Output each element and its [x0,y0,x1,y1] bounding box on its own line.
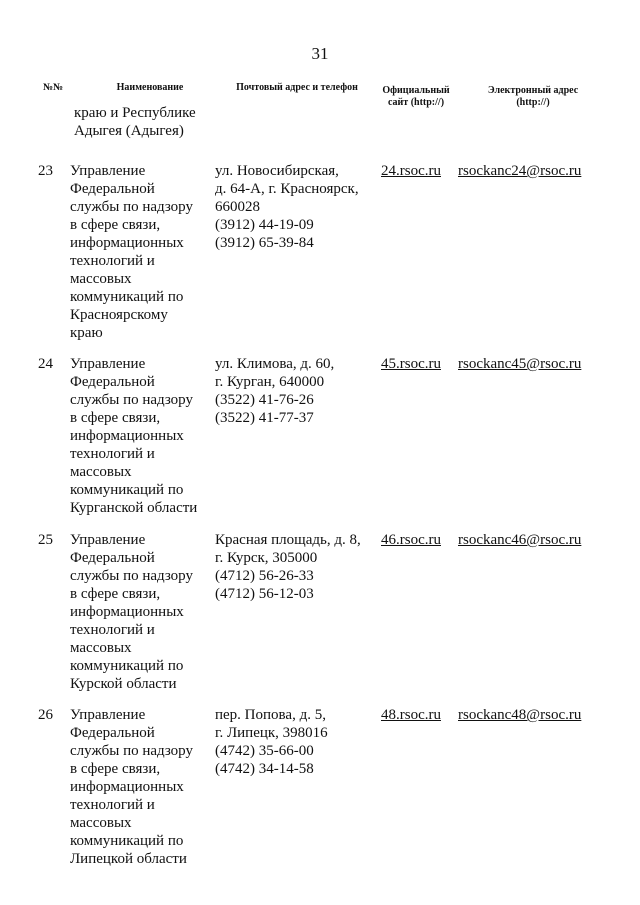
continuation-text [74,104,196,140]
name-line: Липецкой области [70,851,187,867]
name-line: технологий и [70,622,155,638]
name-line: информационных [70,428,184,444]
row-name [70,355,210,517]
name-line: информационных [70,779,184,795]
name-line: в сфере связи, [70,761,161,777]
address-line: (4742) 35-66-00 [215,743,314,759]
address-line: ул. Климова, д. 60, [215,356,335,372]
header-email-line: Электронный адрес [487,85,579,96]
row-number: 24 [38,356,53,372]
name-line: Управление [70,707,146,723]
name-line: технологий и [70,446,155,462]
address-line: Красная площадь, д. 8, [215,532,361,548]
row-name [70,531,210,693]
site-link[interactable]: 46.rsoc.ru [381,532,441,548]
name-line: Курской области [70,676,177,692]
name-line: в сфере связи, [70,586,161,602]
email-link[interactable]: rsockanc24@rsoc.ru [458,163,582,179]
name-line: коммуникаций по [70,482,184,498]
site-link[interactable]: 45.rsoc.ru [381,356,441,372]
address-line: (4712) 56-12-03 [215,586,314,602]
header-number: №№ [42,82,64,93]
name-line: коммуникаций по [70,658,184,674]
name-line: службы по надзору [70,199,193,215]
row-address [215,355,385,427]
name-line: в сфере связи, [70,217,161,233]
header-email [468,85,598,109]
name-line: Федеральной [70,181,155,197]
name-line: Федеральной [70,550,155,566]
name-line: Управление [70,163,146,179]
name-line: информационных [70,235,184,251]
name-line: Федеральной [70,374,155,390]
name-line: службы по надзору [70,743,193,759]
address-line: (3522) 41-76-26 [215,392,314,408]
name-line: Красноярскому [70,307,168,323]
header-address: Почтовый адрес и телефон [236,82,358,93]
name-line: технологий и [70,797,155,813]
row-address [215,531,385,603]
row-address [215,162,385,252]
name-line: службы по надзору [70,568,193,584]
row-number: 26 [38,707,53,723]
address-line: (3912) 44-19-09 [215,217,314,233]
address-line: пер. Попова, д. 5, [215,707,326,723]
address-line: г. Курган, 640000 [215,374,325,390]
email-link[interactable]: rsockanc46@rsoc.ru [458,532,582,548]
row-name [70,706,210,868]
site-link[interactable]: 48.rsoc.ru [381,707,441,723]
name-line: технологий и [70,253,155,269]
continuation-line: Адыгея (Адыгея) [74,123,184,139]
name-line: краю [70,325,103,341]
email-link[interactable]: rsockanc45@rsoc.ru [458,356,582,372]
name-line: коммуникаций по [70,833,184,849]
address-line: (3912) 65-39-84 [215,235,314,251]
name-line: информационных [70,604,184,620]
site-link[interactable]: 24.rsoc.ru [381,163,441,179]
name-line: Управление [70,356,146,372]
header-site [376,85,456,109]
header-email-line: (http://) [516,97,550,108]
row-name [70,162,210,342]
name-line: Управление [70,532,146,548]
name-line: Курганской области [70,500,198,516]
address-line: (4712) 56-26-33 [215,568,314,584]
header-name: Наименование [116,82,184,93]
email-link[interactable]: rsockanc48@rsoc.ru [458,707,582,723]
name-line: коммуникаций по [70,289,184,305]
address-line: ул. Новосибирская, [215,163,339,179]
address-line: г. Липецк, 398016 [215,725,328,741]
address-line: г. Курск, 305000 [215,550,318,566]
name-line: массовых [70,464,132,480]
row-address [215,706,385,778]
name-line: массовых [70,640,132,656]
name-line: массовых [70,815,132,831]
header-site-line: Официальный [382,85,450,96]
page-number: 31 [311,44,329,63]
address-line: (4742) 34-14-58 [215,761,314,777]
row-number: 25 [38,532,53,548]
name-line: массовых [70,271,132,287]
name-line: службы по надзору [70,392,193,408]
name-line: в сфере связи, [70,410,161,426]
name-line: Федеральной [70,725,155,741]
address-line: (3522) 41-77-37 [215,410,314,426]
row-number: 23 [38,163,53,179]
continuation-line: краю и Республике [74,105,196,121]
address-line: д. 64-А, г. Красноярск, [215,181,359,197]
address-line: 660028 [215,199,260,215]
header-site-line: сайт (http://) [387,97,445,108]
